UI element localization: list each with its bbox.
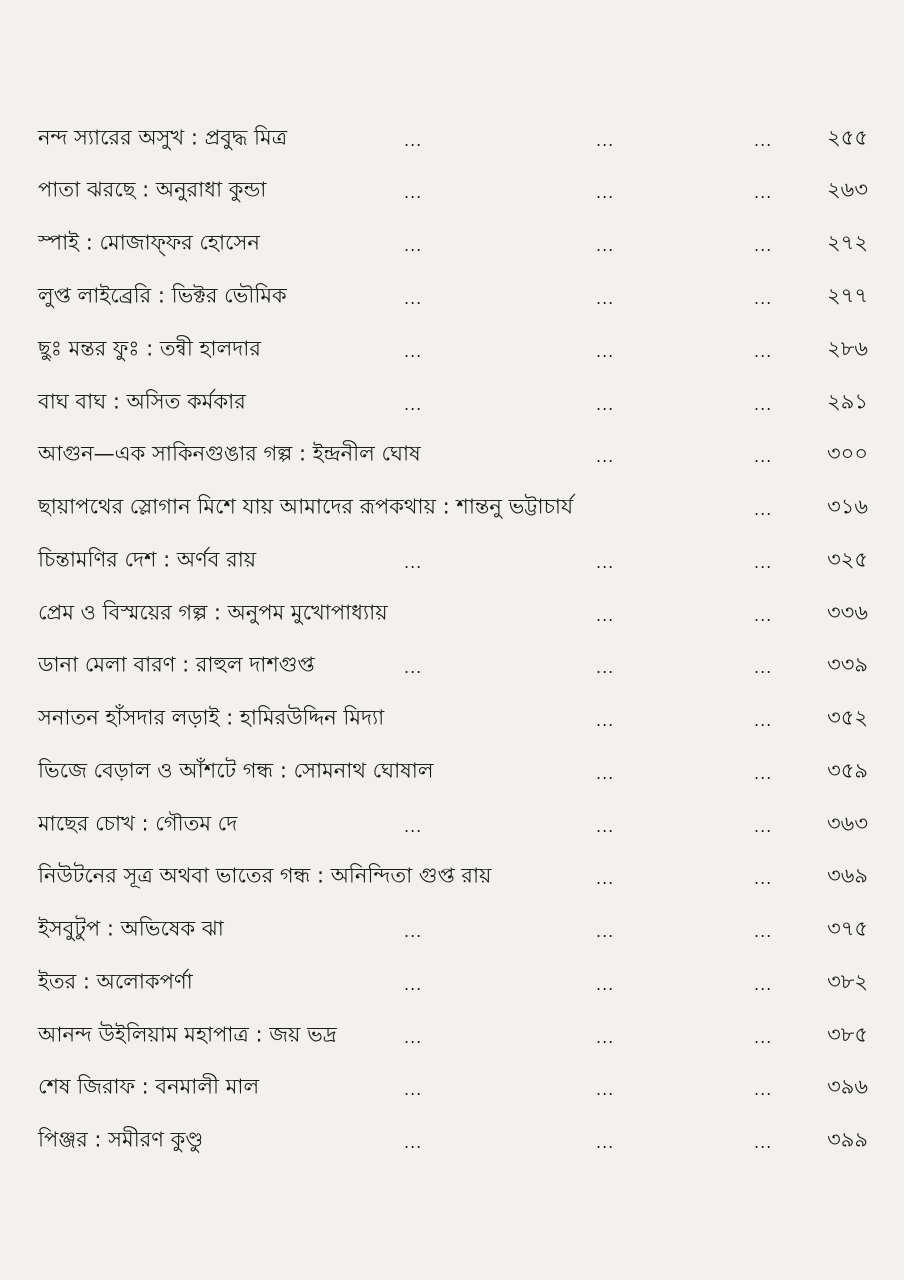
leader-dots: ... <box>754 1080 773 1100</box>
leader-dots: ... <box>404 1133 423 1153</box>
leader-dots: ... <box>596 1080 615 1100</box>
page-number: ২৬৩ <box>827 177 868 202</box>
leader-dots: ... <box>596 764 615 784</box>
leader-dots: ... <box>404 342 423 362</box>
leader-dots: ... <box>754 606 773 626</box>
toc-entry <box>0 163 904 217</box>
page-number: ৩০০ <box>827 441 868 466</box>
leader-dots: ... <box>596 869 615 889</box>
leader-dots: ... <box>754 869 773 889</box>
toc-entry <box>0 216 904 270</box>
leader-dots: ... <box>596 1028 615 1048</box>
page-number: ৩৮২ <box>827 969 868 994</box>
leader-dots: ... <box>596 1133 615 1153</box>
toc-entry <box>0 1008 904 1062</box>
entry-title: পাতা ঝরছে : অনুরাধা কুন্ডা <box>38 177 267 202</box>
leader-dots: ... <box>754 236 773 256</box>
leader-dots: ... <box>596 817 615 837</box>
entry-title: মাছের চোখ : গৌতম দে <box>38 811 238 836</box>
toc-entry <box>0 533 904 587</box>
leader-dots: ... <box>596 975 615 995</box>
leader-dots: ... <box>596 342 615 362</box>
toc-entry <box>0 902 904 956</box>
toc-entry <box>0 427 904 481</box>
leader-dots: ... <box>754 922 773 942</box>
page-number: ৩৯৯ <box>827 1127 868 1152</box>
page-number: ৩১৬ <box>827 494 868 519</box>
toc-entry <box>0 638 904 692</box>
toc-entry <box>0 691 904 745</box>
leader-dots: ... <box>404 1080 423 1100</box>
page-number: ৩৯৬ <box>827 1074 868 1099</box>
toc-entry <box>0 480 904 534</box>
page-number: ৩৮৫ <box>827 1022 868 1047</box>
leader-dots: ... <box>404 975 423 995</box>
page-number: ২৭৭ <box>827 283 868 308</box>
leader-dots: ... <box>596 289 615 309</box>
leader-dots: ... <box>596 922 615 942</box>
toc-entry <box>0 744 904 798</box>
leader-dots: ... <box>404 922 423 942</box>
entry-title: লুপ্ত লাইব্রেরি : ভিক্টর ভৌমিক <box>38 283 287 308</box>
entry-title: বাঘ বাঘ : অসিত কর্মকার <box>38 389 246 414</box>
page-number: ৩৩৬ <box>827 600 868 625</box>
toc-entry <box>0 269 904 323</box>
toc-entry <box>0 797 904 851</box>
leader-dots: ... <box>754 817 773 837</box>
entry-title: ছায়াপথের স্লোগান মিশে যায় আমাদের রূপকথায় : শান্তনু ভট্টাচার্য <box>38 494 574 519</box>
leader-dots: ... <box>754 553 773 573</box>
leader-dots: ... <box>404 553 423 573</box>
entry-title: চিন্তামণির দেশ : অর্ণব রায় <box>38 547 257 572</box>
page-number: ৩৫৯ <box>827 758 868 783</box>
page-number: ৩৬৯ <box>827 863 868 888</box>
entry-title: ছুঃ মন্তর ফুঃ : তন্বী হালদার <box>38 336 261 361</box>
leader-dots: ... <box>754 131 773 151</box>
leader-dots: ... <box>754 447 773 467</box>
page-number: ২৯১ <box>827 389 868 414</box>
page-number: ৩৭৫ <box>827 916 868 941</box>
toc-entry <box>0 322 904 376</box>
leader-dots: ... <box>754 289 773 309</box>
entry-title: ভিজে বেড়াল ও আঁশটে গন্ধ : সোমনাথ ঘোষাল <box>38 758 434 783</box>
toc-entry <box>0 849 904 903</box>
leader-dots: ... <box>404 183 423 203</box>
leader-dots: ... <box>754 764 773 784</box>
leader-dots: ... <box>754 342 773 362</box>
entry-title: নন্দ স্যারের অসুখ : প্রবুদ্ধ মিত্র <box>38 125 288 150</box>
leader-dots: ... <box>754 183 773 203</box>
leader-dots: ... <box>754 1028 773 1048</box>
toc-entry <box>0 111 904 165</box>
leader-dots: ... <box>596 447 615 467</box>
leader-dots: ... <box>596 658 615 678</box>
leader-dots: ... <box>596 553 615 573</box>
leader-dots: ... <box>754 975 773 995</box>
toc-entry <box>0 1113 904 1167</box>
entry-title: নিউটনের সূত্র অথবা ভাতের গন্ধ : অনিন্দিতা গুপ্ত রায় <box>38 863 492 888</box>
entry-title: আগুন—এক সাকিনগুঙার গল্প : ইন্দ্রনীল ঘোষ <box>38 441 421 466</box>
page-number: ২৮৬ <box>827 336 868 361</box>
page-number: ৩২৫ <box>827 547 868 572</box>
leader-dots: ... <box>404 236 423 256</box>
entry-title: ইতর : অলোকপর্ণা <box>38 969 193 994</box>
page-number: ২৫৫ <box>827 125 868 150</box>
entry-title: স্পাই : মোজাফ্‌ফর হোসেন <box>38 230 260 255</box>
leader-dots: ... <box>754 500 773 520</box>
leader-dots: ... <box>754 658 773 678</box>
leader-dots: ... <box>754 711 773 731</box>
leader-dots: ... <box>404 395 423 415</box>
leader-dots: ... <box>596 183 615 203</box>
page-number: ২৭২ <box>827 230 868 255</box>
entry-title: পিঞ্জর : সমীরণ কুণ্ডু <box>38 1127 204 1152</box>
page-number: ৩৬৩ <box>827 811 868 836</box>
leader-dots: ... <box>596 606 615 626</box>
entry-title: ইসবুটুপ : অভিষেক ঝা <box>38 916 224 941</box>
toc-entry <box>0 955 904 1009</box>
page-number: ৩৩৯ <box>827 652 868 677</box>
toc-entry <box>0 586 904 640</box>
toc-entry <box>0 1060 904 1114</box>
entry-title: আনন্দ উইলিয়াম মহাপাত্র : জয় ভদ্র <box>38 1022 337 1047</box>
entry-title: সনাতন হাঁসদার লড়াই : হামিরউদ্দিন মিদ্যা <box>38 705 385 730</box>
leader-dots: ... <box>596 711 615 731</box>
entry-title: ডানা মেলা বারণ : রাহুল দাশগুপ্ত <box>38 652 315 677</box>
leader-dots: ... <box>404 289 423 309</box>
toc-entry <box>0 375 904 429</box>
leader-dots: ... <box>596 395 615 415</box>
leader-dots: ... <box>596 236 615 256</box>
leader-dots: ... <box>404 658 423 678</box>
leader-dots: ... <box>404 817 423 837</box>
entry-title: প্রেম ও বিস্ময়ের গল্প : অনুপম মুখোপাধ্যায় <box>38 600 388 625</box>
leader-dots: ... <box>404 1028 423 1048</box>
leader-dots: ... <box>596 131 615 151</box>
leader-dots: ... <box>404 131 423 151</box>
page-number: ৩৫২ <box>827 705 868 730</box>
leader-dots: ... <box>754 1133 773 1153</box>
leader-dots: ... <box>754 395 773 415</box>
entry-title: শেষ জিরাফ : বনমালী মাল <box>38 1074 260 1099</box>
